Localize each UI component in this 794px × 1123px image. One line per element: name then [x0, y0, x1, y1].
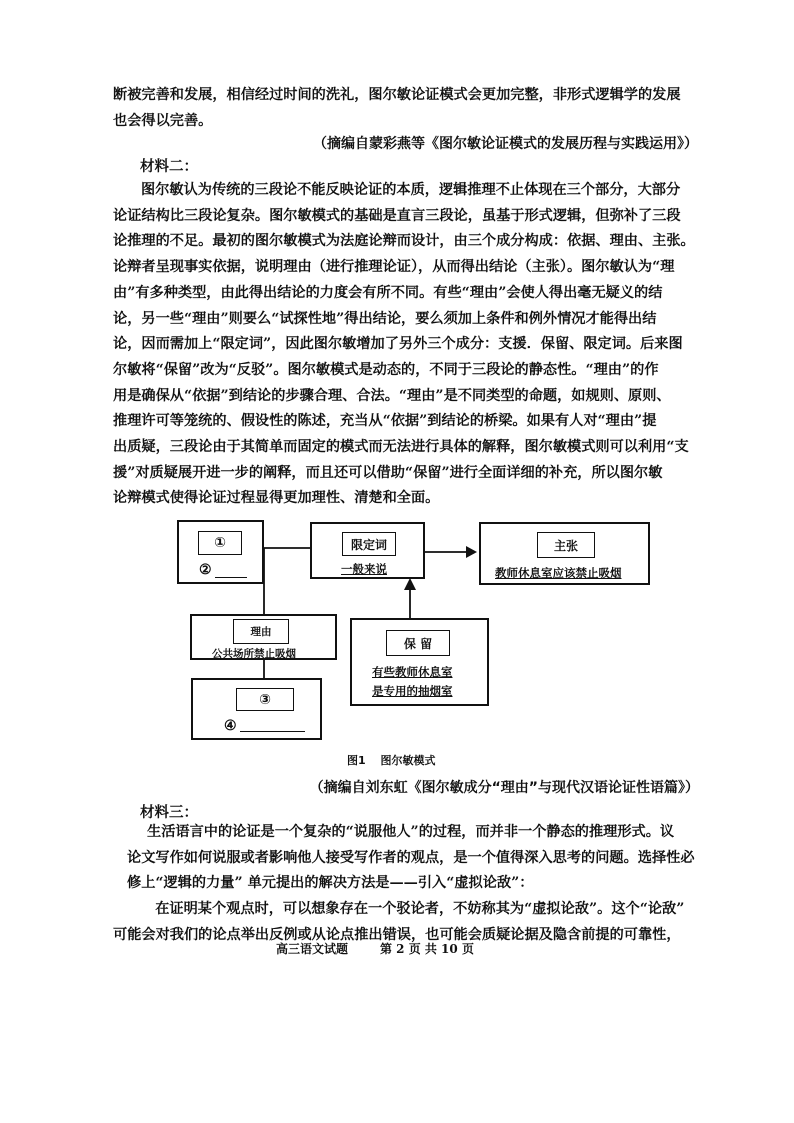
paragraph-line: 论推理的不足。最初的图尔敏模式为法庭论辩而设计，由三个成分构成：依据、理由、主张。 — [113, 233, 695, 250]
qualifier-label-box — [342, 532, 396, 556]
rebuttal-value-line-2: 是专用的抽烟室 — [372, 684, 453, 698]
material-3-body — [113, 820, 700, 949]
paragraph-line: 论辩者呈现事实依据，说明理由（进行推理论证），从而得出结论（主张）。图尔敏认为“理 — [113, 259, 675, 276]
circle-number-2: ② — [199, 562, 212, 578]
paragraph-line: 用是确保从“依据”到结论的步骤合理、合法。“理由”是不同类型的命题，如规则、原则、 — [113, 387, 671, 404]
paragraph-line: 援”对质疑展开进一步的阐释，而且还可以借助“保留”进行全面详细的补充，所以图尔敏 — [113, 464, 663, 481]
material-3-heading: 材料三： — [140, 804, 198, 821]
material-2-heading: 材料二： — [140, 158, 198, 175]
answer-blank — [240, 731, 305, 732]
paragraph-line: 尔敏将“保留”改为“反驳”。图尔敏模式是动态的，不同于三段论的静态性。“理由”的作 — [113, 361, 659, 378]
circle-number-1: ① — [214, 535, 226, 551]
paragraph-line: 可能会对我们的论点举出反例或从论点推出错误，也可能会质疑论据及隐含前提的可靠性， — [113, 926, 681, 943]
paragraph-line: 出质疑，三段论由于其简单而固定的模式而无法进行具体的解释，图尔敏模式则可以利用“支 — [113, 439, 689, 456]
rebuttal-label: 保 留 — [403, 636, 433, 651]
paragraph-line: 论证结构比三段论复杂。图尔敏模式的基础是直言三段论，虽基于形式逻辑，但弥补了三段 — [113, 207, 681, 224]
qualifier-value: 一般来说 — [341, 562, 387, 576]
paragraph-line: 论辩模式使得论证过程显得更加理性、清楚和全面。 — [113, 490, 440, 507]
circle-number-3: ③ — [259, 691, 271, 708]
claim-label-box — [537, 532, 595, 558]
paragraph-line: 论，另一些“理由”则要么“试探性地”得出结论，要么须加上条件和例外情况才能得出结 — [113, 310, 657, 327]
paragraph-line: 图尔敏认为传统的三段论不能反映论证的本质，逻辑推理不止体现在三个部分，大部分 — [141, 182, 681, 198]
backing-label-box — [236, 688, 294, 711]
warrant-box — [190, 614, 337, 660]
data-label-box — [198, 531, 242, 555]
paragraph-line: 生活语言中的论证是一个复杂的“说服他人”的过程，而并非一个静态的推理形式。议 — [147, 824, 675, 840]
paragraph-line: 论文写作如何说服或者影响他人接受写作者的观点，是一个值得深入思考的问题。选择性必 — [127, 849, 695, 866]
rebuttal-value-line-1: 有些教师休息室 — [372, 665, 453, 679]
source-citation-2: （摘编自刘东虹《图尔敏成分“理由”与现代汉语论证性语篇》） — [309, 780, 699, 796]
figure-caption: 图1 图尔敏模式 — [347, 754, 436, 767]
paragraph-line: 也会得以完善。 — [113, 112, 213, 129]
qualifier-label: 限定词 — [350, 537, 387, 552]
paragraph-line: 在证明某个观点时，可以想象存在一个驳论者，不妨称其为“虚拟论敌”。这个“论敌” — [141, 901, 685, 918]
warrant-value: 公共场所禁止吸烟 — [212, 648, 296, 660]
rebuttal-box — [350, 618, 489, 706]
footer-page-number: 第 2 页 共 10 页 — [380, 942, 474, 956]
claim-label: 主张 — [553, 538, 578, 553]
footer-subject: 高三语文试题 — [276, 942, 349, 956]
qualifier-box — [310, 522, 425, 579]
paragraph-line: 论，因而需加上“限定词”，因此图尔敏增加了另外三个成分：支援．保留、限定词。后来图 — [113, 336, 683, 353]
paragraph-line: 断被完善和发展，相信经过时间的洗礼，图尔敏论证模式会更加完整，非形式逻辑学的发展 — [113, 87, 681, 103]
paragraph-line: 由”有多种类型，由此得出结论的力度会有所不同。有些“理由”会使人得出毫无疑义的结 — [113, 284, 663, 301]
warrant-label: 理由 — [250, 626, 272, 638]
paragraph-line: 推理许可等笼统的、假设性的陈述，充当从“依据”到结论的桥梁。如果有人对“理由”提 — [113, 413, 657, 430]
circle-number-4: ④ — [224, 718, 237, 734]
rebuttal-label-box — [386, 630, 450, 656]
data-box — [177, 520, 264, 584]
claim-box — [479, 522, 650, 585]
backing-box — [191, 678, 322, 740]
paragraph-line: 修上“逻辑的力量” 单元提出的解决方法是——引入“虚拟论敌”： — [127, 875, 534, 892]
warrant-label-box — [233, 619, 289, 644]
source-citation-1: （摘编自蒙彩燕等《图尔敏论证模式的发展历程与实践运用》） — [313, 136, 698, 152]
answer-blank — [215, 577, 247, 578]
claim-value: 教师休息室应该禁止吸烟 — [495, 566, 622, 580]
